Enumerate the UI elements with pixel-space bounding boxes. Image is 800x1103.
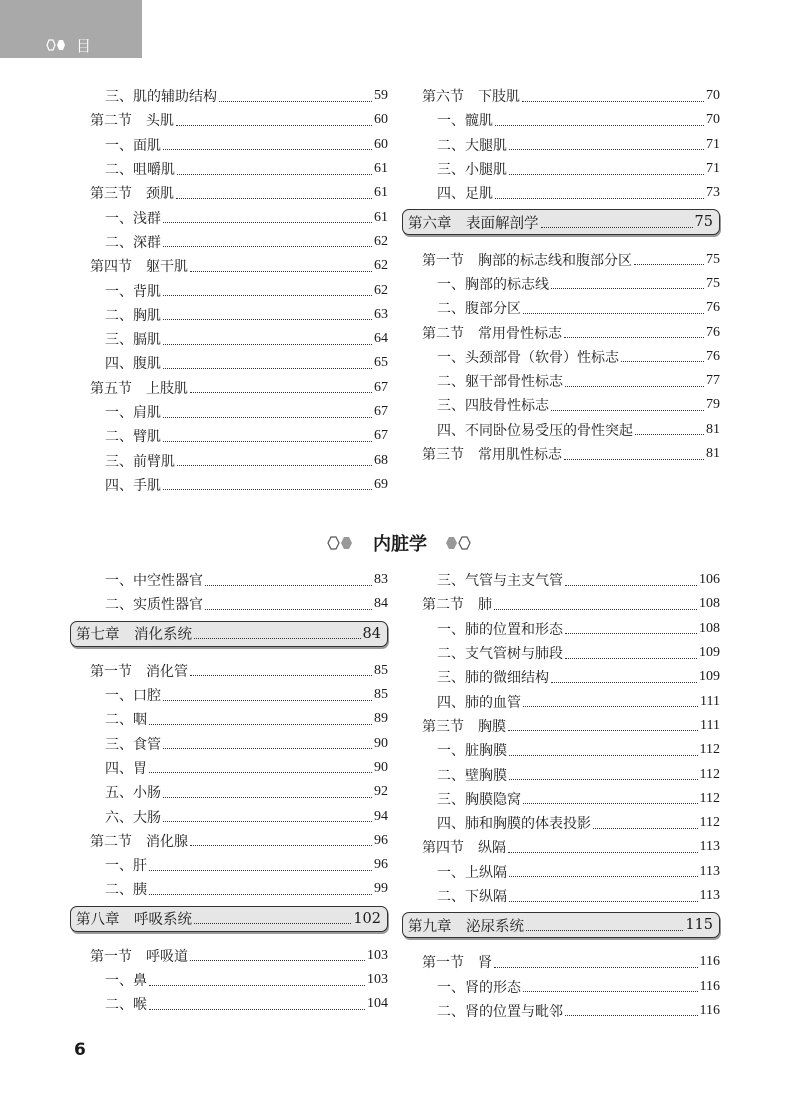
toc-subsection-entry[interactable] (406, 272, 720, 296)
toc-entry-page: 109 (699, 645, 720, 661)
toc-entry-page: 113 (699, 863, 720, 879)
toc-subsection-entry[interactable] (406, 108, 720, 132)
dot-leader (564, 459, 704, 460)
toc-entry-page: 79 (706, 397, 720, 413)
dot-leader (177, 465, 372, 466)
toc-entry-page: 68 (374, 452, 388, 468)
dot-leader (149, 1009, 365, 1010)
dot-leader (509, 901, 698, 902)
dot-leader (149, 772, 372, 773)
toc-column-bottom-right (406, 568, 720, 1023)
toc-entry-page: 103 (367, 972, 388, 987)
hexagon-icon (46, 39, 68, 51)
dot-leader (565, 1015, 698, 1016)
toc-section-entry[interactable] (74, 254, 388, 278)
toc-subsection-entry[interactable] (74, 84, 388, 108)
toc-subsection-entry[interactable] (406, 345, 720, 369)
toc-entry-title: 第三节 胸膜 (422, 718, 506, 735)
toc-entry-page: 71 (706, 136, 720, 152)
toc-entry-title: 第一节 肾 (422, 955, 492, 972)
toc-section-entry[interactable] (74, 659, 388, 683)
toc-entry-page: 75 (706, 275, 720, 291)
toc-entry-page: 94 (374, 808, 388, 824)
section-title: 内脏学 (373, 534, 427, 555)
toc-entry-title: 第三节 常用肌性标志 (422, 447, 562, 463)
toc-entry-title: 第一节 呼吸道 (90, 948, 188, 965)
toc-subsection-entry[interactable] (74, 780, 388, 804)
toc-section-entry[interactable] (406, 247, 720, 271)
dot-leader (509, 779, 698, 780)
toc-entry-title: 第八章 呼吸系统 (76, 912, 192, 929)
toc-entry-title: 二、大腿肌 (437, 137, 507, 154)
toc-entry-page: 67 (374, 379, 388, 395)
toc-entry-page: 85 (374, 687, 388, 703)
toc-entry-page: 77 (706, 373, 720, 389)
toc-entry-page: 104 (367, 996, 388, 1012)
dot-leader (190, 271, 372, 272)
toc-subsection-entry[interactable] (74, 351, 388, 375)
toc-entry-title: 第二节 头肌 (90, 113, 174, 130)
toc-chapter-entry[interactable] (402, 912, 720, 938)
toc-column-top-left (74, 84, 388, 497)
dot-leader (205, 585, 372, 586)
dot-leader (163, 748, 372, 749)
dot-leader (163, 149, 372, 150)
toc-entry-title: 三、胸膜隐窝 (437, 791, 521, 808)
toc-entry-page: 112 (699, 790, 720, 806)
toc-section-entry[interactable] (406, 442, 720, 466)
toc-entry-title: 第四节 躯干肌 (90, 259, 188, 276)
toc-subsection-entry[interactable] (74, 756, 388, 780)
dot-leader (523, 313, 704, 314)
dot-leader (495, 198, 704, 199)
toc-entry-title: 三、肌的辅助结构 (105, 89, 217, 106)
toc-entry-title: 四、肺和胸膜的体表投影 (437, 816, 591, 833)
toc-entry-page: 113 (699, 888, 720, 903)
toc-entry-title: 第七章 消化系统 (76, 627, 192, 644)
dot-leader (523, 803, 698, 804)
dot-leader (551, 682, 697, 683)
dot-leader (509, 174, 704, 175)
toc-subsection-entry[interactable] (74, 568, 388, 592)
toc-subsection-entry[interactable] (406, 568, 720, 592)
dot-leader (176, 125, 372, 126)
toc-entry-title: 二、腹部分区 (437, 301, 521, 318)
toc-section-entry[interactable] (406, 320, 720, 344)
toc-section-entry[interactable] (406, 592, 720, 616)
toc-subsection-entry[interactable] (74, 592, 388, 616)
toc-entry-title: 二、咽 (105, 712, 147, 729)
toc-subsection-entry[interactable] (406, 617, 720, 641)
toc-entry-page: 61 (374, 161, 388, 177)
dot-leader (176, 198, 372, 199)
toc-subsection-entry[interactable] (406, 884, 720, 908)
dot-leader (509, 755, 698, 756)
dot-leader (190, 392, 372, 393)
toc-entry-title: 二、喉 (105, 997, 147, 1014)
dot-leader (190, 845, 372, 846)
toc-subsection-entry[interactable] (74, 400, 388, 424)
toc-entry-page: 108 (699, 596, 720, 612)
toc-entry-title: 一、中空性器官 (105, 573, 203, 590)
toc-entry-title: 第六章 表面解剖学 (408, 215, 539, 232)
toc-entry-title: 三、小腿肌 (437, 162, 507, 179)
toc-entry-title: 二、肾的位置与毗邻 (437, 1003, 563, 1020)
toc-entry-title: 一、肩肌 (105, 405, 161, 421)
toc-subsection-entry[interactable] (74, 683, 388, 707)
dot-leader (177, 174, 372, 175)
toc-entry-page: 62 (374, 258, 388, 274)
toc-entry-title: 第九章 泌尿系统 (408, 918, 524, 935)
dot-leader (219, 101, 372, 102)
toc-entry-title: 四、不同卧位易受压的骨性突起 (437, 422, 633, 439)
toc-section-entry[interactable] (406, 84, 720, 108)
toc-entry-title: 二、支气管树与肺段 (437, 646, 563, 663)
dot-leader (551, 288, 704, 289)
toc-entry-page: 67 (374, 404, 388, 419)
toc-entry-page: 73 (706, 185, 720, 201)
toc-entry-page: 70 (706, 112, 720, 128)
toc-subsection-entry[interactable] (74, 157, 388, 181)
toc-entry-title: 第三节 颈肌 (90, 186, 174, 203)
toc-entry-page: 116 (699, 1002, 720, 1018)
dot-leader (205, 609, 372, 610)
toc-entry-title: 三、肺的微细结构 (437, 670, 549, 687)
toc-subsection-entry[interactable] (74, 853, 388, 877)
dot-leader (565, 658, 697, 659)
toc-entry-page: 76 (706, 348, 720, 364)
toc-entry-title: 四、手肌 (105, 477, 161, 494)
dot-leader (593, 828, 698, 829)
dot-leader (194, 923, 351, 924)
dot-leader (635, 434, 704, 435)
toc-chapter-entry[interactable] (402, 209, 720, 235)
dot-leader (163, 797, 372, 798)
toc-entry-title: 一、肾的形态 (437, 979, 521, 996)
toc-entry-title: 第五节 上肢肌 (90, 380, 188, 397)
toc-entry-page: 81 (706, 421, 720, 437)
dot-leader (509, 149, 704, 150)
toc-entry-page: 67 (374, 428, 388, 444)
toc-entry-title: 二、咀嚼肌 (105, 162, 175, 179)
toc-entry-title: 第一节 胸部的标志线和腹部分区 (422, 252, 632, 269)
toc-subsection-entry[interactable] (406, 860, 720, 884)
toc-subsection-entry[interactable] (406, 157, 720, 181)
toc-section-entry[interactable] (406, 950, 720, 974)
toc-chapter-entry[interactable] (70, 621, 388, 647)
toc-entry-page: 92 (374, 784, 388, 800)
toc-entry-title: 三、气管与主支气管 (437, 573, 563, 590)
toc-entry-title: 第二节 肺 (422, 597, 492, 614)
toc-entry-title: 四、胃 (105, 760, 147, 777)
dot-leader (194, 638, 361, 639)
toc-entry-title: 一、髋肌 (437, 113, 493, 130)
toc-entry-page: 108 (699, 620, 720, 636)
page-number: 6 (74, 1040, 86, 1060)
toc-entry-title: 一、头颈部骨（软骨）性标志 (437, 349, 619, 366)
toc-entry-page: 99 (374, 881, 388, 897)
toc-subsection-entry[interactable] (74, 968, 388, 992)
dot-leader (508, 852, 698, 853)
toc-entry-title: 四、腹肌 (105, 356, 161, 373)
toc-entry-title: 二、深群 (105, 234, 161, 251)
toc-entry-title: 一、上纵隔 (437, 864, 507, 881)
toc-subsection-entry[interactable] (406, 369, 720, 393)
toc-entry-title: 二、胸肌 (105, 307, 161, 324)
dot-leader (149, 870, 372, 871)
toc-entry-page: 75 (706, 251, 720, 267)
toc-entry-title: 一、浅群 (105, 210, 161, 227)
toc-entry-title: 一、脏胸膜 (437, 743, 507, 760)
toc-subsection-entry[interactable] (74, 133, 388, 157)
toc-entry-title: 四、肺的血管 (437, 694, 521, 711)
toc-entry-title: 二、壁胸膜 (437, 767, 507, 784)
toc-subsection-entry[interactable] (74, 448, 388, 472)
toc-entry-page: 90 (374, 759, 388, 775)
toc-section-entry[interactable] (406, 714, 720, 738)
toc-entry-title: 三、前臂肌 (105, 453, 175, 470)
dot-leader (149, 894, 372, 895)
toc-entry-title: 一、背肌 (105, 283, 161, 300)
header-tab (0, 0, 143, 76)
dot-leader (494, 967, 698, 968)
toc-entry-title: 二、躯干部骨性标志 (437, 374, 563, 391)
dot-leader (163, 821, 372, 822)
dot-leader (163, 417, 372, 418)
dot-leader (523, 706, 698, 707)
toc-subsection-entry[interactable] (74, 327, 388, 351)
toc-subsection-entry[interactable] (74, 804, 388, 828)
toc-section-entry[interactable] (406, 835, 720, 859)
toc-subsection-entry[interactable] (406, 689, 720, 713)
toc-column-bottom-left (74, 568, 388, 1016)
toc-subsection-entry[interactable] (406, 811, 720, 835)
toc-entry-page: 75 (694, 214, 713, 231)
toc-entry-page: 106 (699, 572, 720, 588)
toc-entry-title: 一、肝 (105, 858, 147, 875)
dot-leader (508, 730, 698, 731)
toc-entry-page: 60 (374, 136, 388, 152)
dot-leader (163, 441, 372, 442)
toc-entry-page: 76 (706, 324, 720, 340)
toc-entry-page: 84 (374, 596, 388, 612)
toc-subsection-entry[interactable] (406, 181, 720, 205)
dot-leader (565, 585, 697, 586)
dot-leader (494, 609, 697, 610)
toc-subsection-entry[interactable] (406, 974, 720, 998)
toc-entry-page: 59 (374, 88, 388, 104)
dot-leader (149, 985, 365, 986)
toc-entry-page: 62 (374, 233, 388, 249)
toc-section-entry[interactable] (74, 108, 388, 132)
toc-section-entry[interactable] (74, 944, 388, 968)
toc-entry-title: 一、胸部的标志线 (437, 276, 549, 293)
dot-leader (163, 222, 372, 223)
toc-entry-page: 85 (374, 662, 388, 678)
toc-entry-title: 六、大肠 (105, 809, 161, 826)
section-heading (0, 528, 800, 558)
dot-leader (163, 295, 372, 296)
toc-entry-title: 一、口腔 (105, 688, 161, 705)
toc-subsection-entry[interactable] (406, 641, 720, 665)
toc-subsection-entry[interactable] (74, 707, 388, 731)
toc-entry-page: 61 (374, 209, 388, 225)
dot-leader (522, 101, 704, 102)
toc-subsection-entry[interactable] (406, 418, 720, 442)
toc-section-entry[interactable] (74, 829, 388, 853)
hexagon-icon-right (445, 536, 473, 550)
toc-subsection-entry[interactable] (406, 787, 720, 811)
dot-leader (526, 930, 683, 931)
toc-entry-title: 第六节 下肢肌 (422, 89, 520, 106)
dot-leader (163, 246, 372, 247)
dot-leader (551, 410, 704, 411)
toc-entry-title: 五、小肠 (105, 785, 161, 802)
dot-leader (565, 386, 704, 387)
dot-leader (523, 991, 698, 992)
toc-entry-page: 116 (699, 978, 720, 994)
toc-subsection-entry[interactable] (74, 230, 388, 254)
toc-subsection-entry[interactable] (74, 424, 388, 448)
toc-subsection-entry[interactable] (406, 296, 720, 320)
toc-entry-title: 二、臂肌 (105, 429, 161, 446)
toc-column-top-right (406, 84, 720, 466)
toc-subsection-entry[interactable] (74, 303, 388, 327)
toc-entry-page: 81 (706, 446, 720, 461)
toc-entry-page: 96 (374, 857, 388, 873)
toc-entry-page: 70 (706, 88, 720, 104)
dot-leader (565, 633, 697, 634)
toc-entry-page: 76 (706, 300, 720, 316)
toc-entry-page: 103 (367, 947, 388, 963)
toc-entry-title: 三、四肢骨性标志 (437, 398, 549, 415)
toc-entry-page: 84 (362, 625, 381, 642)
toc-entry-title: 三、膈肌 (105, 332, 161, 349)
toc-subsection-entry[interactable] (406, 999, 720, 1023)
toc-entry-page: 62 (374, 282, 388, 298)
toc-entry-page: 116 (699, 954, 720, 970)
toc-entry-page: 111 (700, 717, 720, 733)
toc-entry-page: 69 (374, 476, 388, 492)
toc-entry-title: 二、实质性器官 (105, 597, 203, 614)
dot-leader (509, 876, 698, 877)
toc-entry-title: 第四节 纵隔 (422, 840, 506, 857)
toc-entry-title: 二、胰 (105, 882, 147, 899)
toc-entry-page: 64 (374, 331, 388, 347)
toc-entry-title: 一、鼻 (105, 973, 147, 989)
toc-chapter-entry[interactable] (70, 906, 388, 932)
toc-entry-page: 89 (374, 711, 388, 727)
toc-entry-page: 65 (374, 355, 388, 371)
toc-entry-page: 109 (699, 669, 720, 685)
header-title: 目 录 (76, 37, 143, 76)
dot-leader (190, 960, 365, 961)
toc-entry-page: 83 (374, 572, 388, 588)
toc-entry-page: 113 (699, 839, 720, 855)
dot-leader (163, 700, 372, 701)
dot-leader (634, 264, 704, 265)
dot-leader (163, 319, 372, 320)
dot-leader (621, 361, 704, 362)
dot-leader (149, 724, 372, 725)
toc-entry-page: 90 (374, 735, 388, 751)
toc-entry-page: 96 (374, 832, 388, 848)
hexagon-icon-left (327, 536, 355, 550)
dot-leader (163, 489, 372, 490)
toc-entry-page: 112 (699, 815, 720, 831)
dot-leader (564, 337, 704, 338)
toc-entry-page: 63 (374, 306, 388, 322)
toc-entry-page: 115 (685, 917, 713, 934)
toc-entry-title: 三、食管 (105, 736, 161, 753)
toc-entry-page: 102 (353, 910, 381, 927)
toc-subsection-entry[interactable] (406, 393, 720, 417)
toc-entry-page: 61 (374, 185, 388, 201)
toc-subsection-entry[interactable] (406, 133, 720, 157)
toc-entry-page: 111 (700, 693, 720, 709)
toc-subsection-entry[interactable] (74, 992, 388, 1016)
toc-entry-page: 112 (699, 742, 720, 758)
dot-leader (190, 675, 372, 676)
toc-entry-title: 二、下纵隔 (437, 889, 507, 905)
dot-leader (163, 368, 372, 369)
toc-subsection-entry[interactable] (406, 762, 720, 786)
toc-entry-title: 第二节 常用骨性标志 (422, 325, 562, 342)
toc-subsection-entry[interactable] (406, 665, 720, 689)
toc-entry-title: 一、肺的位置和形态 (437, 621, 563, 638)
toc-section-entry[interactable] (74, 181, 388, 205)
toc-subsection-entry[interactable] (74, 731, 388, 755)
toc-entry-title: 第二节 消化腺 (90, 833, 188, 850)
toc-section-entry[interactable] (74, 376, 388, 400)
toc-entry-page: 71 (706, 161, 720, 177)
toc-entry-title: 四、足肌 (437, 186, 493, 203)
dot-leader (495, 125, 704, 126)
toc-subsection-entry[interactable] (74, 278, 388, 302)
dot-leader (541, 227, 693, 228)
dot-leader (163, 344, 372, 345)
toc-entry-page: 60 (374, 112, 388, 128)
toc-entry-page: 112 (699, 766, 720, 782)
toc-subsection-entry[interactable] (406, 738, 720, 762)
toc-entry-title: 第一节 消化管 (90, 663, 188, 680)
toc-entry-title: 一、面肌 (105, 137, 161, 154)
toc-subsection-entry[interactable] (74, 473, 388, 497)
toc-subsection-entry[interactable] (74, 877, 388, 901)
toc-subsection-entry[interactable] (74, 205, 388, 229)
